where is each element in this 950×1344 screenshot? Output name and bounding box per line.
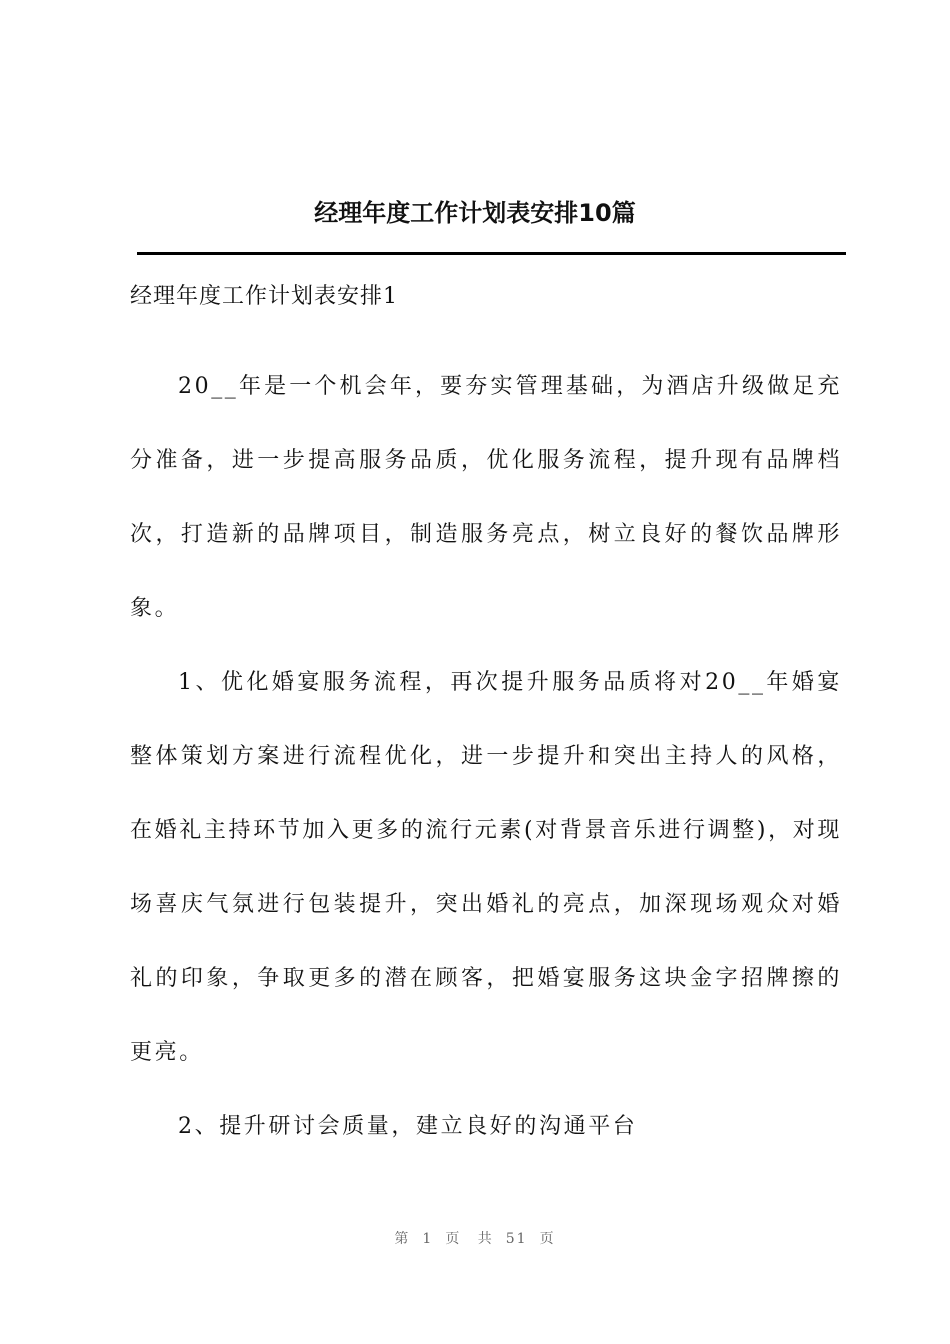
document-body (130, 350, 842, 1164)
footer-prefix: 第 (394, 1231, 411, 1247)
footer-page-number: 1 (422, 1231, 434, 1247)
document-title: 经理年度工作计划表安排10篇 (314, 199, 636, 227)
title-divider (137, 252, 846, 255)
paragraph: 20__年是一个机会年，要夯实管理基础，为酒店升级做足充分准备，进一步提高服务品质，优化服务流程，提升现有品牌档次，打造新的品牌项目，制造服务亮点，树立良好的餐饮品牌形象。 (130, 374, 842, 621)
section-heading: 经理年度工作计划表安排1 (130, 284, 398, 309)
paragraph: 1、优化婚宴服务流程，再次提升服务品质将对20__年婚宴整体策划方案进行流程优化，进一步提升和突出主持人的风格，在婚礼主持环节加入更多的流行元素(对背景音乐进行调整)，对现场喜庆气氛进行包装提升，突出婚礼的亮点，加深现场观众对婚礼的印象，争取更多的潜在顾客，把婚宴服务这块金字招牌擦的更亮。 (130, 670, 842, 1065)
footer-total-pages: 51 (505, 1231, 528, 1247)
footer-suffix: 页 (539, 1231, 556, 1247)
footer-middle: 页 共 (445, 1231, 494, 1247)
page-footer (0, 1228, 950, 1248)
paragraph: 2、提升研讨会质量，建立良好的沟通平台 (178, 1114, 638, 1139)
